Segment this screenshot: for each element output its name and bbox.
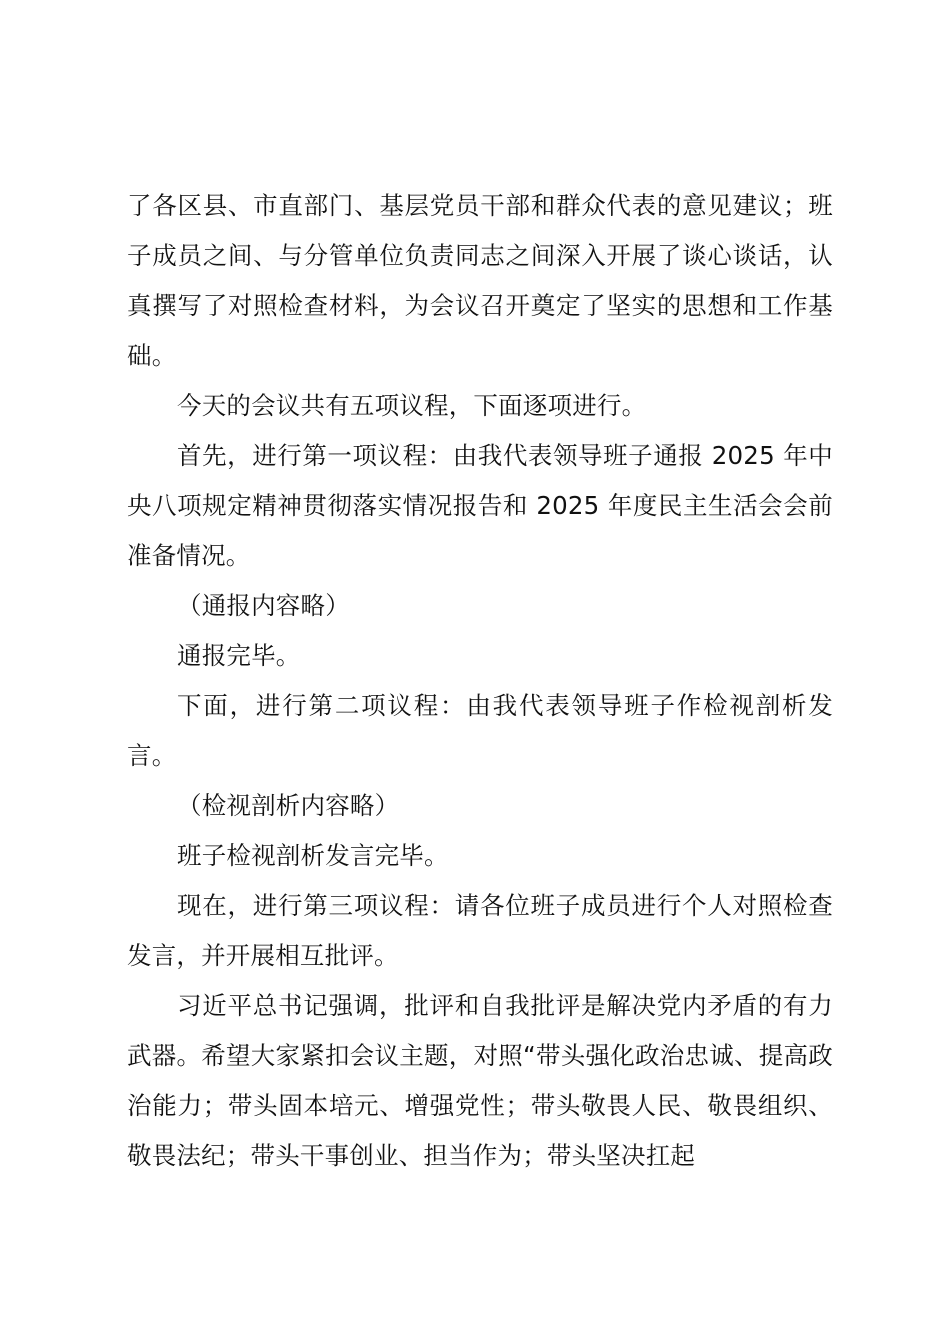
paragraph-analysis-omitted: （检视剖析内容略） <box>177 791 400 820</box>
paragraph-criticism-guidance: 习近平总书记强调，批评和自我批评是解决党内矛盾的有力武器。希望大家紧扣会议主题，对照“带头强化政治忠诚、提高政治能力；带头固本培元、增强党性；带头敬畏人民、敬畏组织、敬畏法纪；带头干事创业、担当作为；带头坚决扛起 <box>127 991 833 1170</box>
paragraph-report-done: 通报完毕。 <box>177 641 301 670</box>
paragraph-agenda-item-2: 下面，进行第二项议程：由我代表领导班子作检视剖析发言。 <box>127 691 833 770</box>
paragraph-analysis-done: 班子检视剖析发言完毕。 <box>177 841 449 870</box>
paragraph-agenda-item-1: 首先，进行第一项议程：由我代表领导班子通报 2025 年中央八项规定精神贯彻落实情况报告和 2025 年度民主生活会会前准备情况。 <box>127 441 833 570</box>
paragraph-continuation: 了各区县、市直部门、基层党员干部和群众代表的意见建议；班子成员之间、与分管单位负责同志之间深入开展了谈心谈话，认真撰写了对照检查材料，为会议召开奠定了坚实的思想和工作基础。 <box>127 191 833 370</box>
paragraph-agenda-intro: 今天的会议共有五项议程，下面逐项进行。 <box>177 391 647 420</box>
paragraph-agenda-item-3: 现在，进行第三项议程：请各位班子成员进行个人对照检查发言，并开展相互批评。 <box>127 891 833 970</box>
paragraph-report-omitted: （通报内容略） <box>177 591 350 620</box>
document-page <box>127 181 833 1181</box>
